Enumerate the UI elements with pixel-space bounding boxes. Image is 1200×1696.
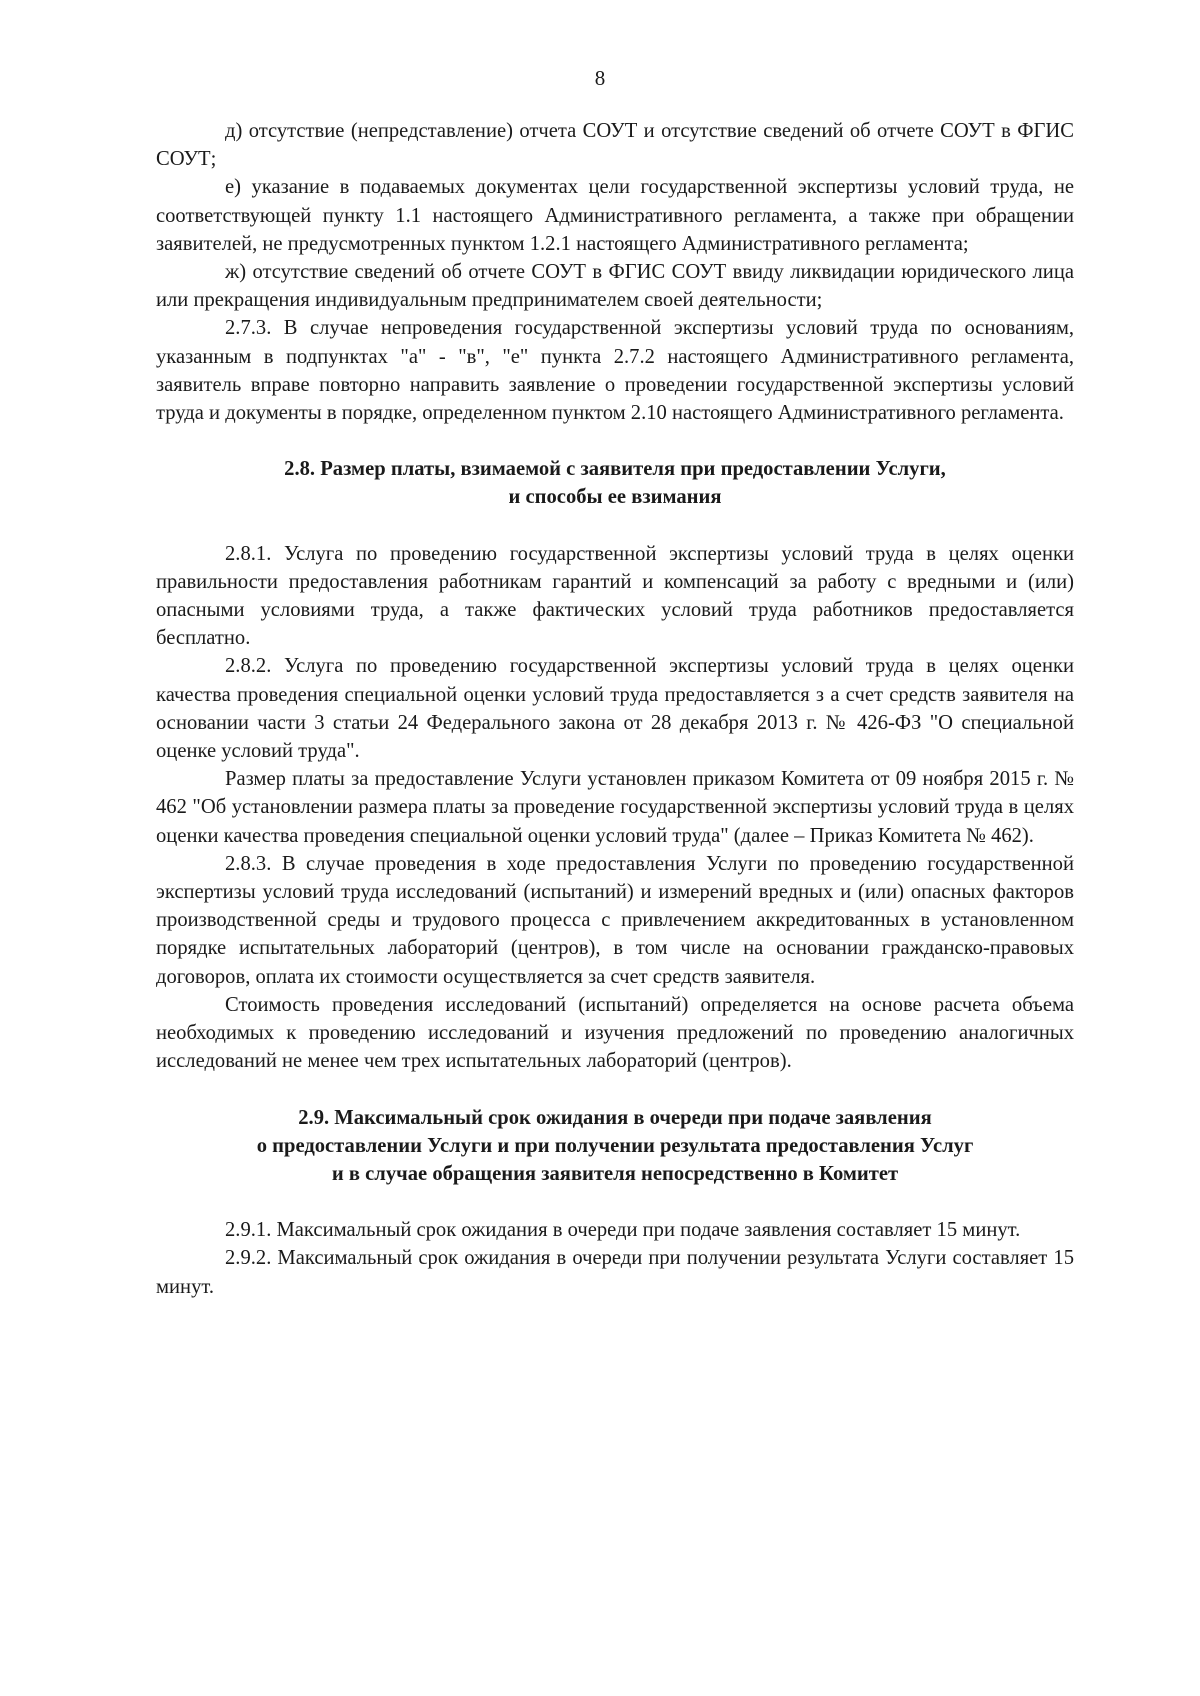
- page-number: 8: [594, 66, 606, 90]
- section-heading-2-9-line-3: и в случае обращения заявителя непосредственно в Комитет: [331, 1162, 899, 1185]
- section-heading-2-8-line-2: и способы ее взимания: [508, 486, 722, 509]
- paragraph-research-cost: Стоимость проведения исследований (испытаний) определяется на основе расчета объема необходимых к проведению исследований и изучения предложений по проведению аналогичных исследований не менее чем трех испытательных лабораторий (центров).: [156, 993, 1074, 1073]
- paragraph-2-8-3: 2.8.3. В случае проведения в ходе предоставления Услуги по проведению государственной экспертизы условий труда исследований (испытаний) и измерений вредных и (или) опасных факторов производственной среды и трудового процесса с привлечением аккредитованных в установленном порядке испытательных лабораторий (центров), в том числе на основании гражданско-правовых договоров, оплата их стоимости осуществляется за счет средств заявителя.: [156, 852, 1074, 988]
- paragraph-2-7-3: 2.7.3. В случае непроведения государственной экспертизы условий труда по основаниям, указанным в подпунктах "а" - "в", "е" пункта 2.7.2 настоящего Административного регламента, заявитель вправе повторно направить заявление о проведении государственной экспертизы условий труда и документы в порядке, определенном пунктом 2.10 настоящего Административного регламента.: [156, 317, 1074, 425]
- section-heading-2-8: [156, 455, 1074, 511]
- paragraph-2-9-1: 2.9.1. Максимальный срок ожидания в очереди при подаче заявления составляет 15 минут.: [225, 1219, 1021, 1242]
- paragraph-2-9-2: 2.9.2. Максимальный срок ожидания в очереди при получении результата Услуги составляет 15 минут.: [156, 1247, 1074, 1298]
- document-body: [156, 117, 1074, 1301]
- section-heading-2-8-line-1: 2.8. Размер платы, взимаемой с заявителя при предоставлении Услуги,: [284, 458, 946, 481]
- paragraph-2-8-1: 2.8.1. Услуга по проведению государственной экспертизы условий труда в целях оценки правильности предоставления работникам гарантий и компенсаций за работу с вредными и (или) опасными условиями труда, а также фактических условий труда работников предоставляется бесплатно.: [156, 542, 1074, 650]
- section-heading-2-9-line-1: 2.9. Максимальный срок ожидания в очереди при подаче заявления: [298, 1106, 932, 1129]
- paragraph-2-7-2-zh: ж) отсутствие сведений об отчете СОУТ в ФГИС СОУТ ввиду ликвидации юридического лица или прекращения индивидуальным предпринимателем своей деятельности;: [156, 261, 1074, 312]
- section-heading-2-9: [156, 1104, 1074, 1189]
- paragraph-2-8-2: 2.8.2. Услуга по проведению государственной экспертизы условий труда в целях оценки качества проведения специальной оценки условий труда предоставляется з а счет средств заявителя на основании части 3 статьи 24 Федерального закона от 28 декабря 2013 г. № 426-ФЗ "О специальной оценке условий труда".: [156, 655, 1074, 763]
- paragraph-2-7-2-d: д) отсутствие (непредставление) отчета СОУТ и отсутствие сведений об отчете СОУТ в ФГИС СОУТ;: [156, 120, 1074, 171]
- paragraph-2-7-2-e: е) указание в подаваемых документах цели государственной экспертизы условий труда, не соответствующей пункту 1.1 настоящего Административного регламента, а также при обращении заявителей, не предусмотренных пунктом 1.2.1 настоящего Административного регламента;: [156, 176, 1074, 255]
- paragraph-fee-order: Размер платы за предоставление Услуги установлен приказом Комитета от 09 ноября 2015 г. № 462 "Об установлении размера платы за проведение государственной экспертизы условий труда в целях оценки качества проведения специальной оценки условий труда" (далее – Приказ Комитета № 462).: [156, 768, 1074, 847]
- section-heading-2-9-line-2: о предоставлении Услуги и при получении результата предоставления Услуг: [256, 1134, 974, 1157]
